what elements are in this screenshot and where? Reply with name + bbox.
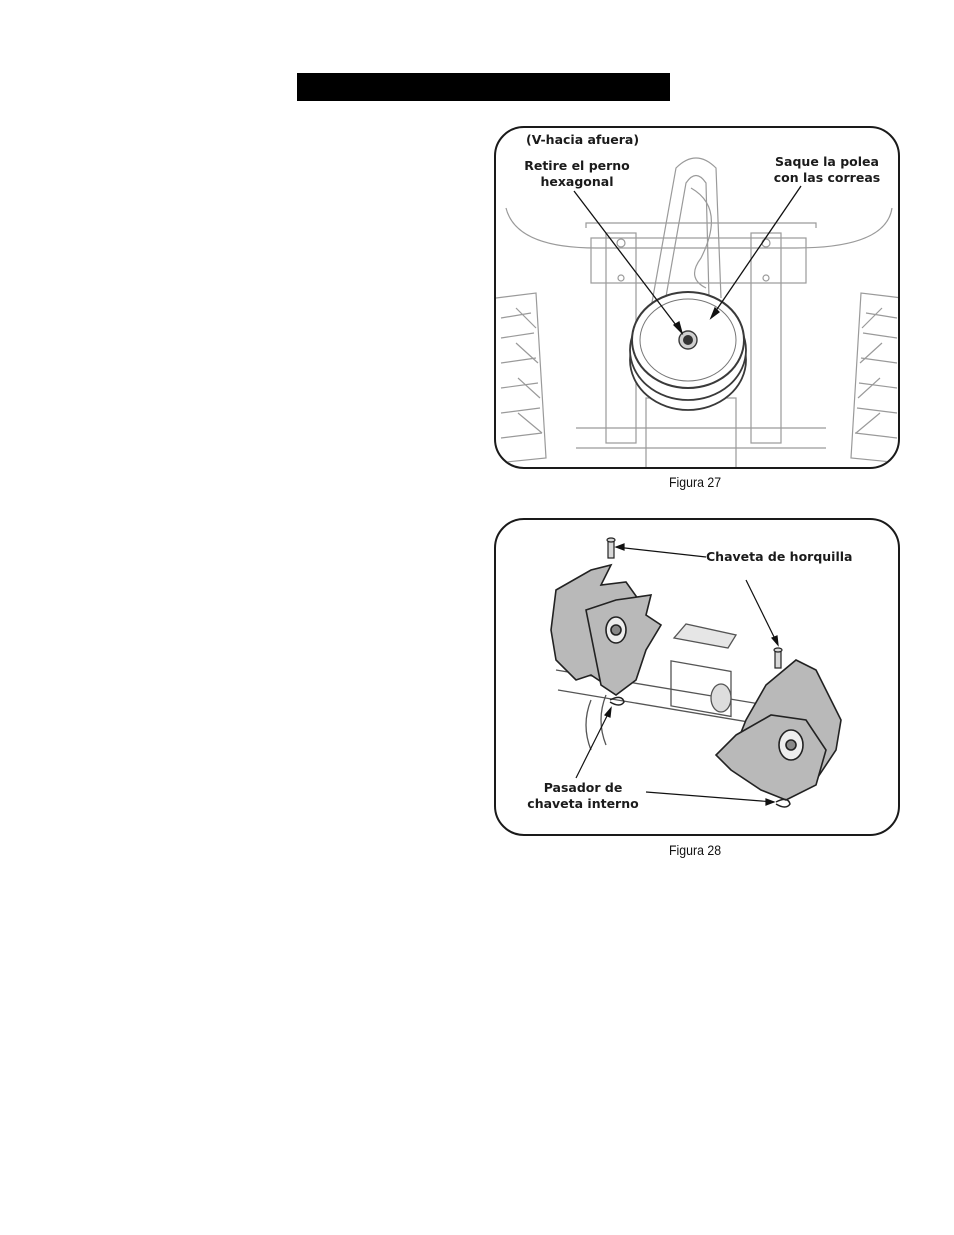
section-header-bar — [297, 73, 670, 101]
clevis-pin-label: Chaveta de horquilla — [706, 549, 853, 564]
remove-hex-bolt-line2: hexagonal — [540, 174, 614, 189]
figure-27-caption: Figura 27 — [669, 474, 722, 490]
inner-hairpin-line2: chaveta interno — [527, 796, 639, 811]
inner-hairpin-label — [518, 780, 648, 812]
figure-28-caption: Figura 28 — [669, 842, 722, 858]
remove-pulley-label — [761, 154, 893, 186]
inner-hairpin-line1: Pasador de — [543, 780, 623, 795]
figure-28-tine-illustration — [494, 518, 900, 836]
remove-hex-bolt-line1: Retire el perno — [524, 158, 630, 173]
remove-pulley-line1: Saque la polea — [775, 154, 879, 169]
remove-pulley-line2: con las correas — [773, 170, 881, 185]
figure-27-pulley-illustration — [494, 126, 900, 469]
v-outward-label: (V-hacia afuera) — [526, 132, 640, 147]
remove-hex-bolt-label — [522, 158, 632, 190]
